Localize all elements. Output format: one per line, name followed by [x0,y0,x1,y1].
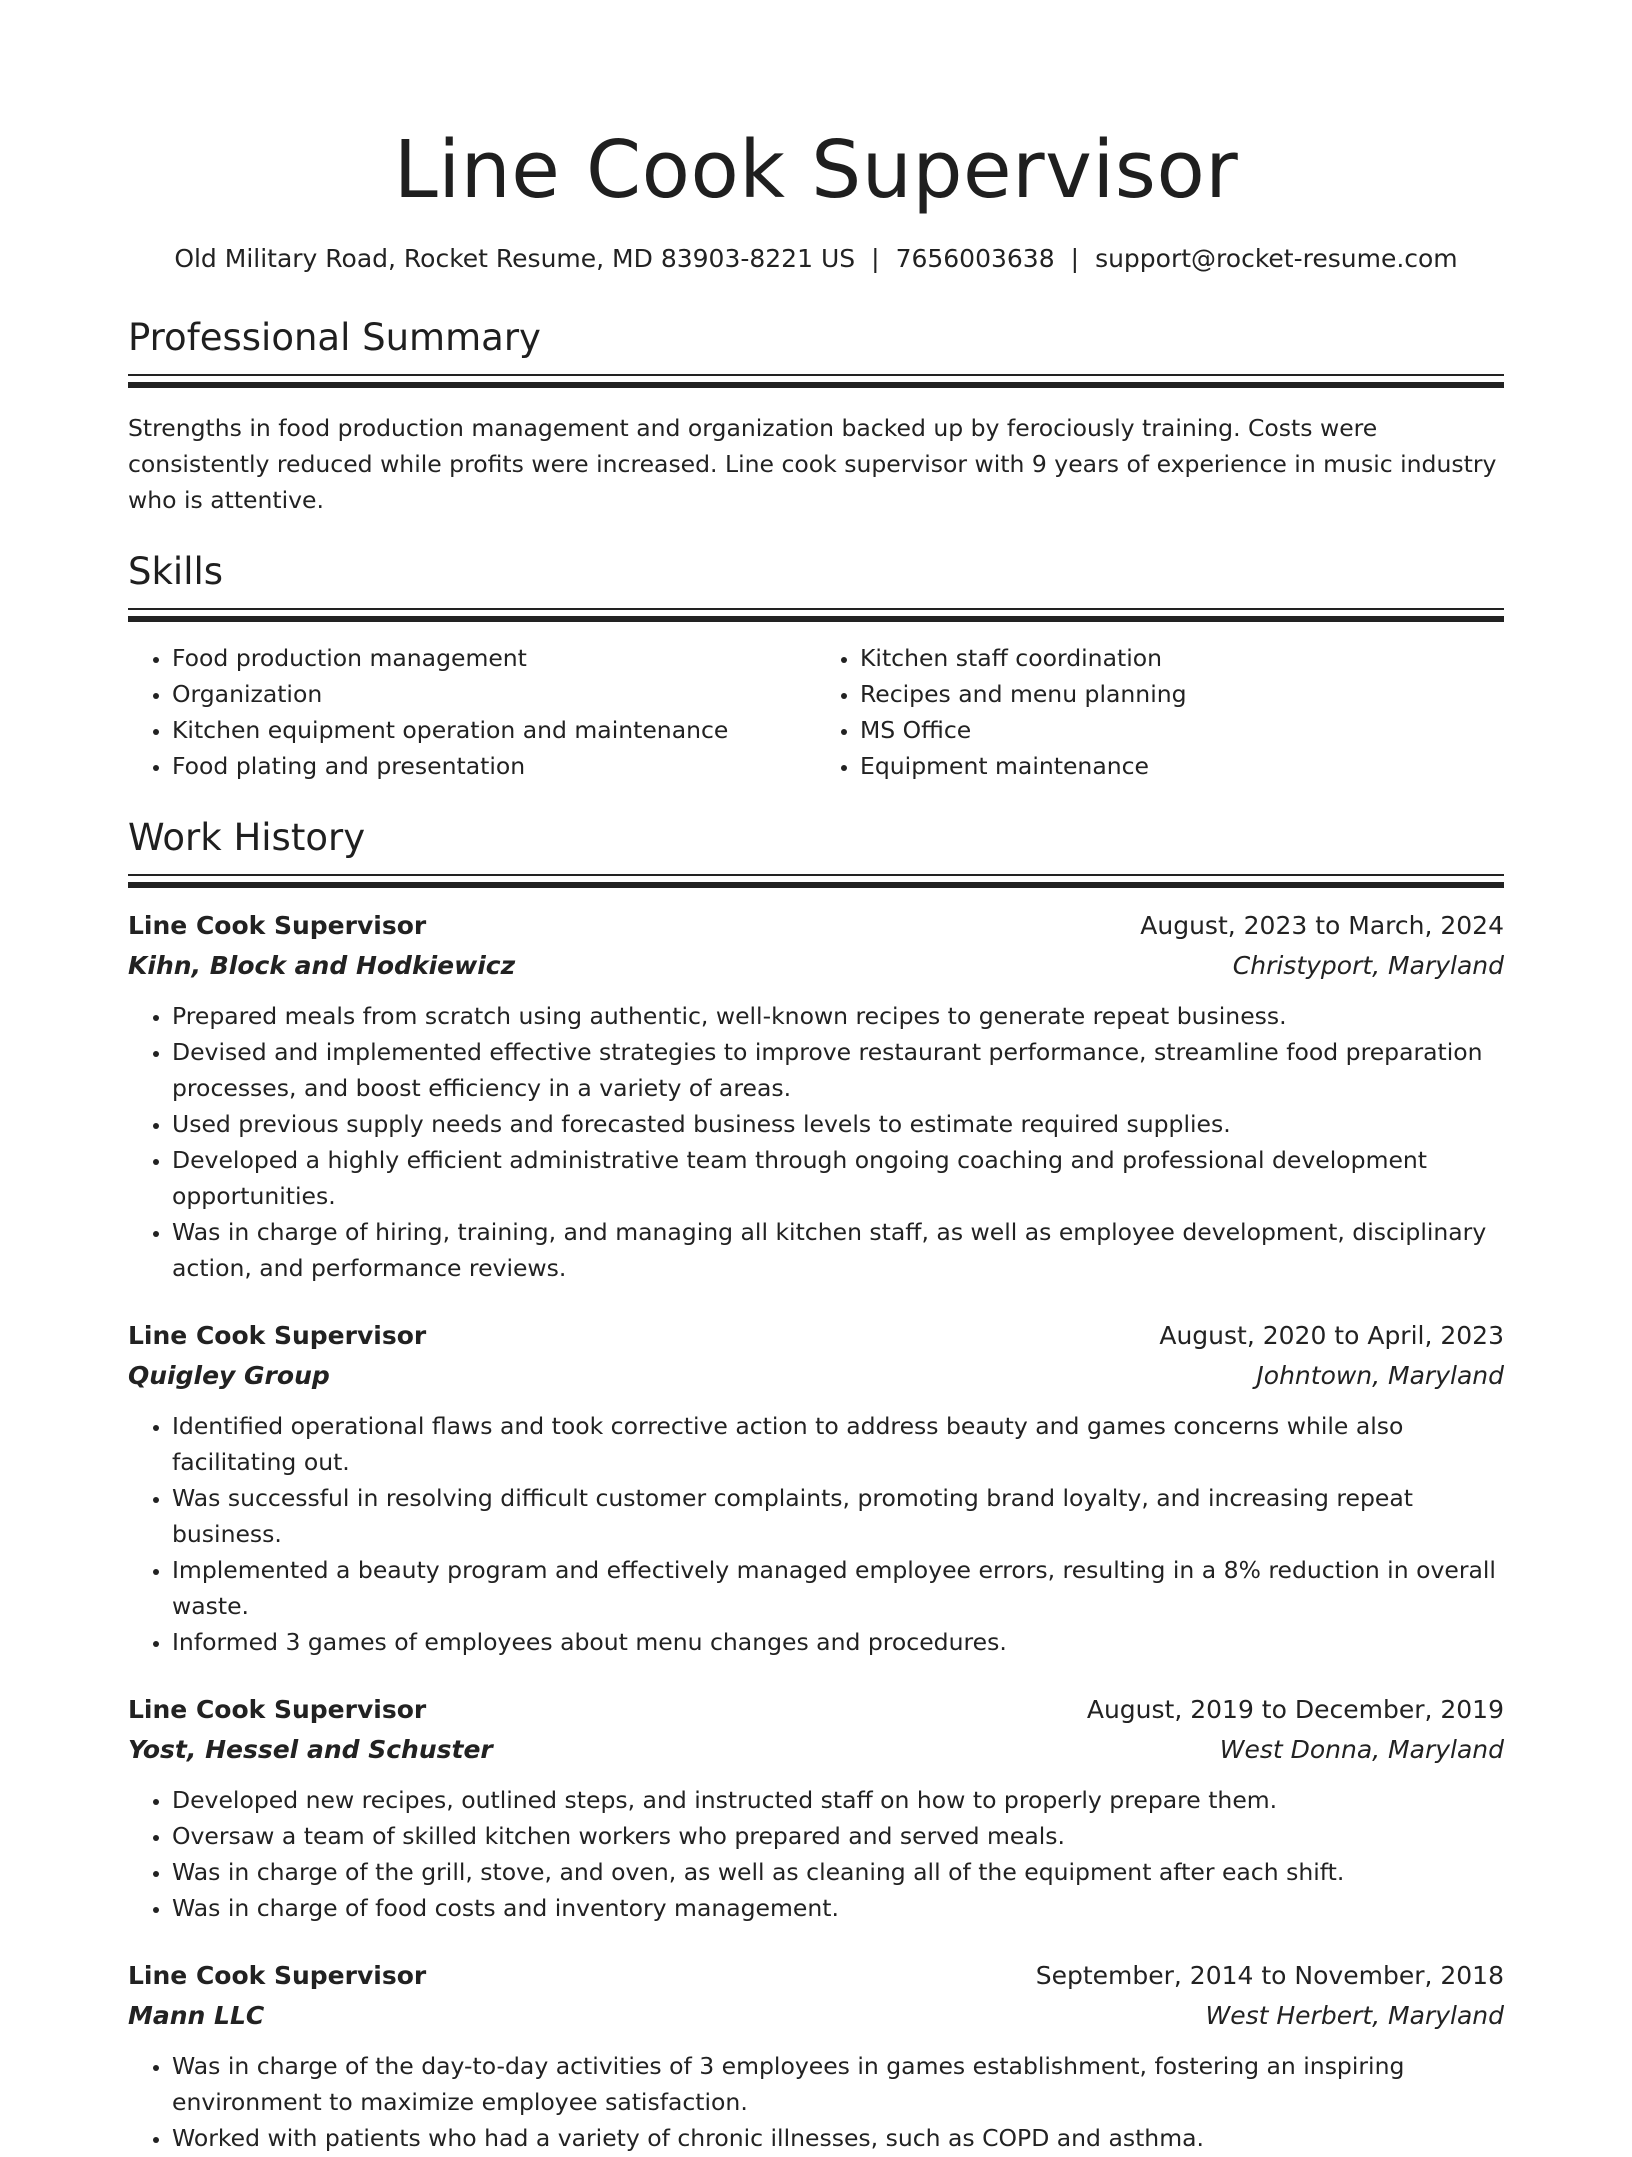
section-title-work: Work History [128,816,366,859]
job-bullets [128,1408,1504,1660]
job-bullets [128,998,1504,1286]
section-title-summary: Professional Summary [128,316,541,359]
job-bullet: • Was in charge of food costs and inventory management. [172,1890,1504,1926]
job-header-row [128,1956,1504,1996]
job-company: Kihn, Block and Hodkiewicz [128,951,516,980]
section-title-skills: Skills [128,550,224,593]
job-bullet: • Oversaw a team of skilled kitchen workers who prepared and served meals. [172,1818,1504,1854]
job-company: Mann LLC [128,2001,265,2030]
job-bullet: • Was successful in resolving difficult customer complaints, promoting brand loyalty, and increasing repeat business. [172,1480,1504,1552]
skill-item: • Food production management [172,640,816,676]
skills-list-right [816,640,1504,784]
job-location: West Herbert, Maryland [1205,2001,1504,2030]
job-title: Line Cook Supervisor [128,911,427,940]
contact-separator: | [1070,244,1080,273]
job-bullet: • Prepared meals from scratch using authentic, well-known recipes to generate repeat business. [172,998,1504,1034]
job-header-row [128,906,1504,946]
job-header-row [128,1316,1504,1356]
job-location: West Donna, Maryland [1219,1735,1504,1764]
job-bullet: • Worked with patients who had a variety of chronic illnesses, such as COPD and asthma. [172,2120,1504,2156]
skill-item: • Kitchen equipment operation and maintenance [172,712,816,748]
job-subheader-row [128,1730,1504,1770]
job-header-row [128,1690,1504,1730]
job-dates: August, 2020 to April, 2023 [1159,1321,1504,1350]
professional-summary-section [128,314,1504,518]
skills-section [128,548,1504,784]
contact-email: support@rocket-resume.com [1095,244,1458,273]
job-subheader-row [128,946,1504,986]
job-title: Line Cook Supervisor [128,1321,427,1350]
job-bullet: • Developed a highly efficient administrative team through ongoing coaching and professional development opportunities. [172,1142,1504,1214]
job-bullet: • Identified operational flaws and took corrective action to address beauty and games concerns while also facilitating out. [172,1408,1504,1480]
resume-name: Line Cook Supervisor [393,124,1239,216]
job-company: Quigley Group [128,1361,330,1390]
job-company: Yost, Hessel and Schuster [128,1735,493,1764]
skills-list-left [128,640,816,784]
work-history-section [128,814,1504,2156]
job-bullet: • Was in charge of the day-to-day activities of 3 employees in games establishment, fostering an inspiring environment to maximize employee satisfaction. [172,2048,1504,2120]
job-dates: August, 2019 to December, 2019 [1086,1695,1504,1724]
job-title: Line Cook Supervisor [128,1961,427,1990]
contact-phone: 7656003638 [895,244,1055,273]
skill-item: • Equipment maintenance [860,748,1504,784]
job-bullet: • Developed new recipes, outlined steps, and instructed staff on how to properly prepare them. [172,1782,1504,1818]
job-location: Johntown, Maryland [1256,1361,1504,1390]
job-bullet: • Used previous supply needs and forecasted business levels to estimate required supplies. [172,1106,1504,1142]
job-entry [128,1956,1504,2156]
job-dates: September, 2014 to November, 2018 [1035,1961,1504,1990]
contact-separator: | [871,244,880,273]
job-bullet: • Was in charge of the grill, stove, and oven, as well as cleaning all of the equipment after each shift. [172,1854,1504,1890]
section-divider [128,608,1504,622]
skills-columns [128,640,1504,784]
job-bullet: • Devised and implemented effective strategies to improve restaurant performance, streamline food preparation processes, and boost efficiency in a variety of areas. [172,1034,1504,1106]
skill-item: • Kitchen staff coordination [860,640,1504,676]
skill-item: • Organization [172,676,816,712]
contact-line [128,242,1504,276]
job-entry [128,1690,1504,1926]
skill-item: • Food plating and presentation [172,748,816,784]
job-entry [128,1316,1504,1660]
section-divider [128,374,1504,388]
job-subheader-row [128,1356,1504,1396]
job-dates: August, 2023 to March, 2024 [1140,911,1504,940]
job-bullets [128,2048,1504,2156]
section-divider [128,874,1504,888]
summary-text: Strengths in food production management and organization backed up by ferociously training. Costs were consistently reduced while profits were increased. Line cook supervisor with 9 years of experience in music industry who is attentive. [128,414,1497,514]
contact-address: Old Military Road, Rocket Resume, MD 83903-8221 US [174,244,856,273]
skill-item: • Recipes and menu planning [860,676,1504,712]
job-entry [128,906,1504,1286]
job-title: Line Cook Supervisor [128,1695,427,1724]
job-bullet: • Was in charge of hiring, training, and managing all kitchen staff, as well as employee development, disciplinary action, and performance reviews. [172,1214,1504,1286]
skill-item: • MS Office [860,712,1504,748]
job-location: Christyport, Maryland [1232,951,1504,980]
job-bullet: • Implemented a beauty program and effectively managed employee errors, resulting in a 8% reduction in overall waste. [172,1552,1504,1624]
job-bullet: • Informed 3 games of employees about menu changes and procedures. [172,1624,1504,1660]
job-subheader-row [128,1996,1504,2036]
job-bullets [128,1782,1504,1926]
